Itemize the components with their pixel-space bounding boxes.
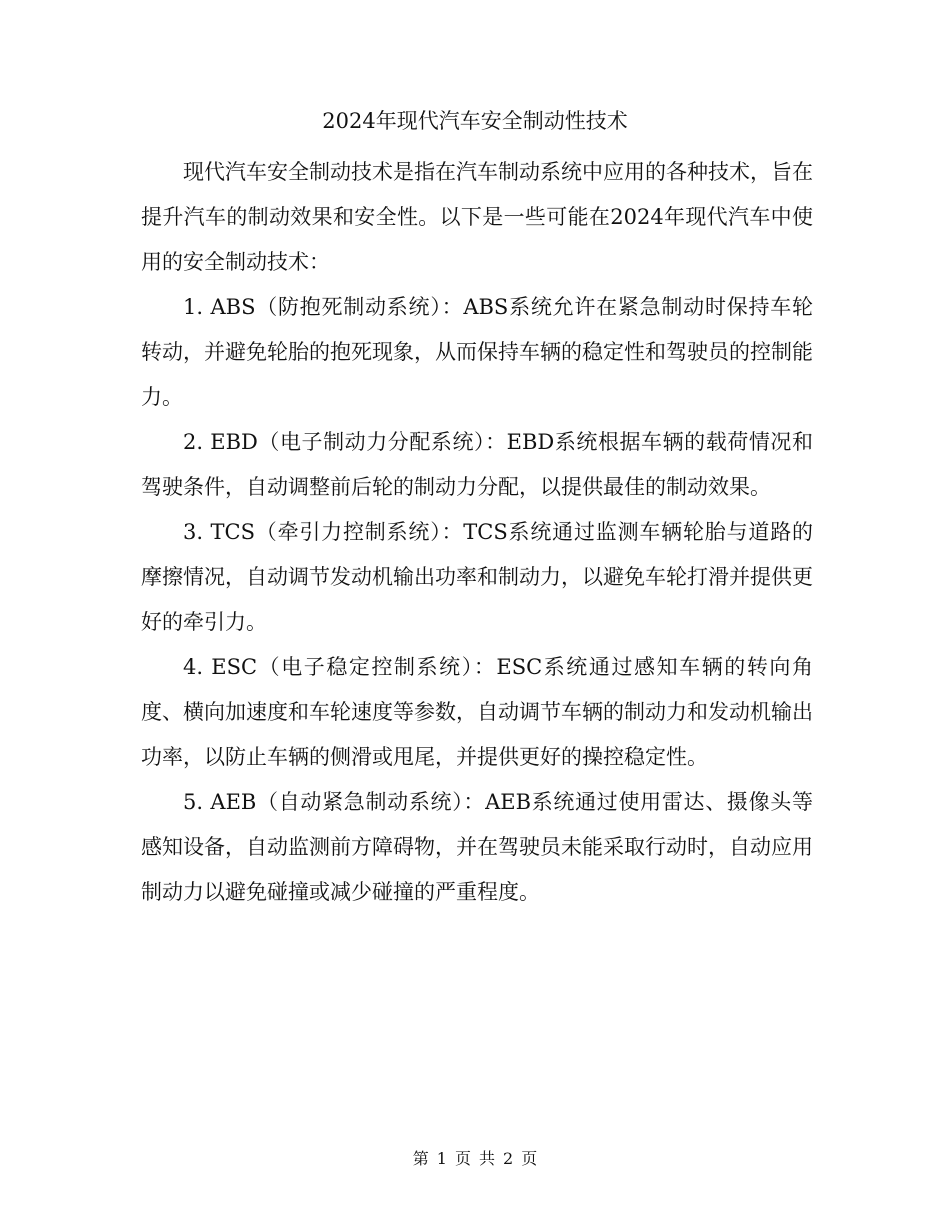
list-item-aeb: 5. AEB（自动紧急制动系统）：AEB系统通过使用雷达、摄像头等感知设备，自动监测前方障碍物，并在驾驶员未能采取行动时，自动应用制动力以避免碰撞或减少碰撞的严重程度。 [141, 790, 813, 904]
list-item-ebd: 2. EBD（电子制动力分配系统）：EBD系统根据车辆的载荷情况和驾驶条件，自动调整前后轮的制动力分配，以提供最佳的制动效果。 [141, 430, 813, 499]
footer-label-total-unit: 页 [521, 1149, 538, 1168]
document-body [141, 150, 813, 915]
footer-label-page: 第 [412, 1149, 429, 1168]
footer-label-page-unit: 页 [454, 1149, 471, 1168]
footer-total-pages: 2 [503, 1149, 514, 1168]
footer-label-total: 共 [479, 1149, 496, 1168]
list-item-abs: 1. ABS（防抱死制动系统）：ABS系统允许在紧急制动时保持车轮转动，并避免轮胎的抱死现象，从而保持车辆的稳定性和驾驶员的控制能力。 [141, 295, 813, 409]
intro-paragraph: 现代汽车安全制动技术是指在汽车制动系统中应用的各种技术，旨在提升汽车的制动效果和安全性。以下是一些可能在2024年现代汽车中使用的安全制动技术： [141, 160, 813, 274]
document-title: 2024年现代汽车安全制动性技术 [322, 109, 628, 133]
footer-current-page: 1 [436, 1149, 447, 1168]
page-footer [0, 1146, 950, 1172]
list-item-esc: 4. ESC（电子稳定控制系统）：ESC系统通过感知车辆的转向角度、横向加速度和车轮速度等参数，自动调节车辆的制动力和发动机输出功率，以防止车辆的侧滑或甩尾，并提供更好的操控稳定性。 [141, 655, 813, 769]
list-item-tcs: 3. TCS（牵引力控制系统）：TCS系统通过监测车辆轮胎与道路的摩擦情况，自动调节发动机输出功率和制动力，以避免车轮打滑并提供更好的牵引力。 [141, 520, 813, 634]
